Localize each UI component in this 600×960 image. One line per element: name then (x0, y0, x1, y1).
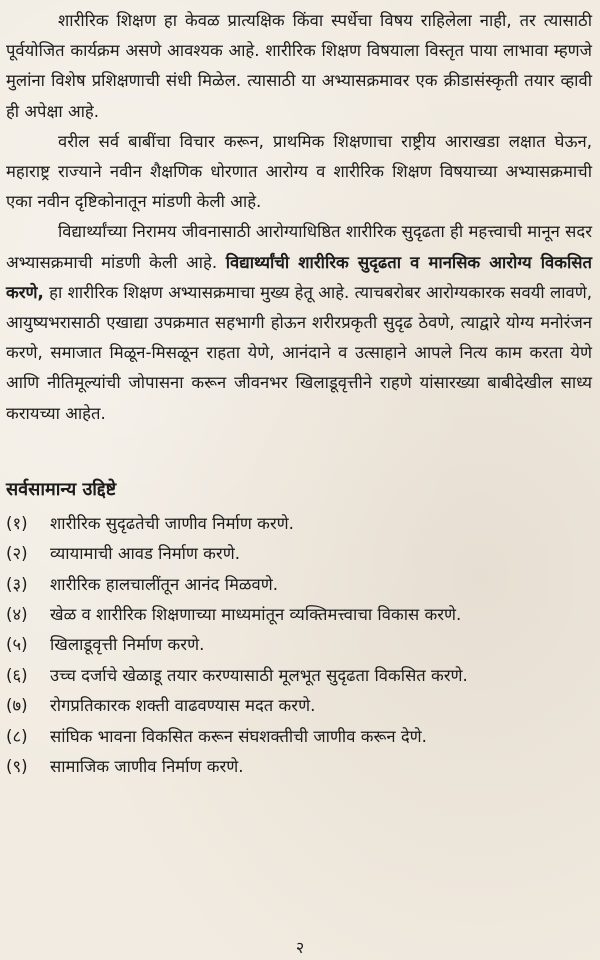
list-item-text: खिलाडूवृत्ती निर्माण करणे. (50, 635, 205, 655)
paragraph-3-text-before: विद्यार्थ्यांच्या निरामय जीवनासाठी आरोग्याधिष्ठित शारीरिक सुदृढता ही महत्त्वाची मानून सदर अभ्यासक्रमाची मांडणी केली आहे. (6, 222, 592, 272)
paragraph-3-bold-text: विद्यार्थ्यांची शारीरिक सुदृढता व मानसिक आरोग्य विकसित करणे, (6, 252, 592, 302)
list-item-text: शारीरिक हालचालींतून आनंद मिळवणे. (50, 574, 279, 594)
list-item (6, 509, 592, 539)
list-item (6, 630, 592, 660)
list-item-text: रोगप्रतिकारक शक्ती वाढवण्यास मदत करणे. (50, 696, 316, 716)
list-item (6, 600, 592, 630)
paragraph-3-text-after: हा शारीरिक शिक्षण अभ्यासक्रमाचा मुख्य हेतू आहे. त्याचबरोबर आरोग्यकारक सवयी लावणे, आयुष्यभरासाठी एखाद्या उपक्रमात सहभागी होऊन शरीरप्रकृती सुदृढ ठेवणे, त्याद्वारे योग्य मनोरंजन करणे, समाजात मिळून-मिसळून राहता येणे, आनंदाने व उत्साहाने आपले नित्य काम करता येणे आणि नीतिमूल्यांची जोपासना करून जीवनभर खिलाडूवृत्तीने राहणे यांसारख्या बाबीदेखील साध्य करायच्या आहेत. (6, 282, 592, 423)
list-item (6, 722, 592, 752)
paragraph-2-text: वरील सर्व बाबींचा विचार करून, प्राथमिक शिक्षणाचा राष्ट्रीय आराखडा लक्षात घेऊन, महाराष्ट्र राज्याने नवीन शैक्षणिक धोरणात आरोग्य व शारीरिक शिक्षण विषयाच्या अभ्यासक्रमाची एका नवीन दृष्टिकोनातून मांडणी केली आहे. (6, 131, 592, 212)
list-item-text: उच्च दर्जाचे खेळाडू तयार करण्यासाठी मूलभूत सुदृढता विकसित करणे. (50, 665, 468, 685)
list-item (6, 539, 592, 569)
paragraph-1-text: शारीरिक शिक्षण हा केवळ प्रात्यक्षिक किंवा स्पर्धेचा विषय राहिलेला नाही, तर त्यासाठी पूर्वयोजित कार्यक्रम असणे आवश्यक आहे. शारीरिक शिक्षण विषयाला विस्तृत पाया लाभावा म्हणजे मुलांना विशेष प्रशिक्षणाची संधी मिळेल. त्यासाठी या अभ्यासक्रमावर एक क्रीडासंस्कृती तयार व्हावी ही अपेक्षा आहे. (6, 11, 592, 121)
list-item (6, 752, 592, 782)
list-item-text: खेळ व शारीरिक शिक्षणाच्या माध्यमांतून व्यक्तिमत्त्वाचा विकास करणे. (50, 605, 462, 625)
list-item (6, 691, 592, 721)
list-item-number: (६) (6, 665, 28, 685)
list-item-number: (९) (6, 757, 28, 777)
page-number: २ (295, 938, 305, 957)
list-item-number: (८) (6, 726, 28, 746)
objectives-list (6, 509, 592, 783)
list-item-text: शारीरिक सुदृढतेची जाणीव निर्माण करणे. (50, 513, 294, 533)
list-item-number: (५) (6, 635, 28, 655)
list-item-number: (४) (6, 605, 28, 625)
paragraph-3 (6, 217, 592, 428)
list-item-text: सामाजिक जाणीव निर्माण करणे. (50, 757, 244, 777)
list-item-number: (१) (6, 513, 28, 533)
list-item-number: (७) (6, 696, 28, 716)
list-item (6, 570, 592, 600)
list-item (6, 661, 592, 691)
list-item-text: सांघिक भावना विकसित करून संघशक्तीची जाणीव करून देणे. (50, 726, 427, 746)
paragraph-2 (6, 127, 592, 218)
list-item-text: व्यायामाची आवड निर्माण करणे. (50, 544, 240, 564)
paragraph-1 (6, 6, 592, 127)
list-item-number: (२) (6, 544, 28, 564)
objectives-heading: सर्वसामान्य उद्दिष्टे (6, 478, 117, 500)
list-item-number: (३) (6, 574, 28, 594)
